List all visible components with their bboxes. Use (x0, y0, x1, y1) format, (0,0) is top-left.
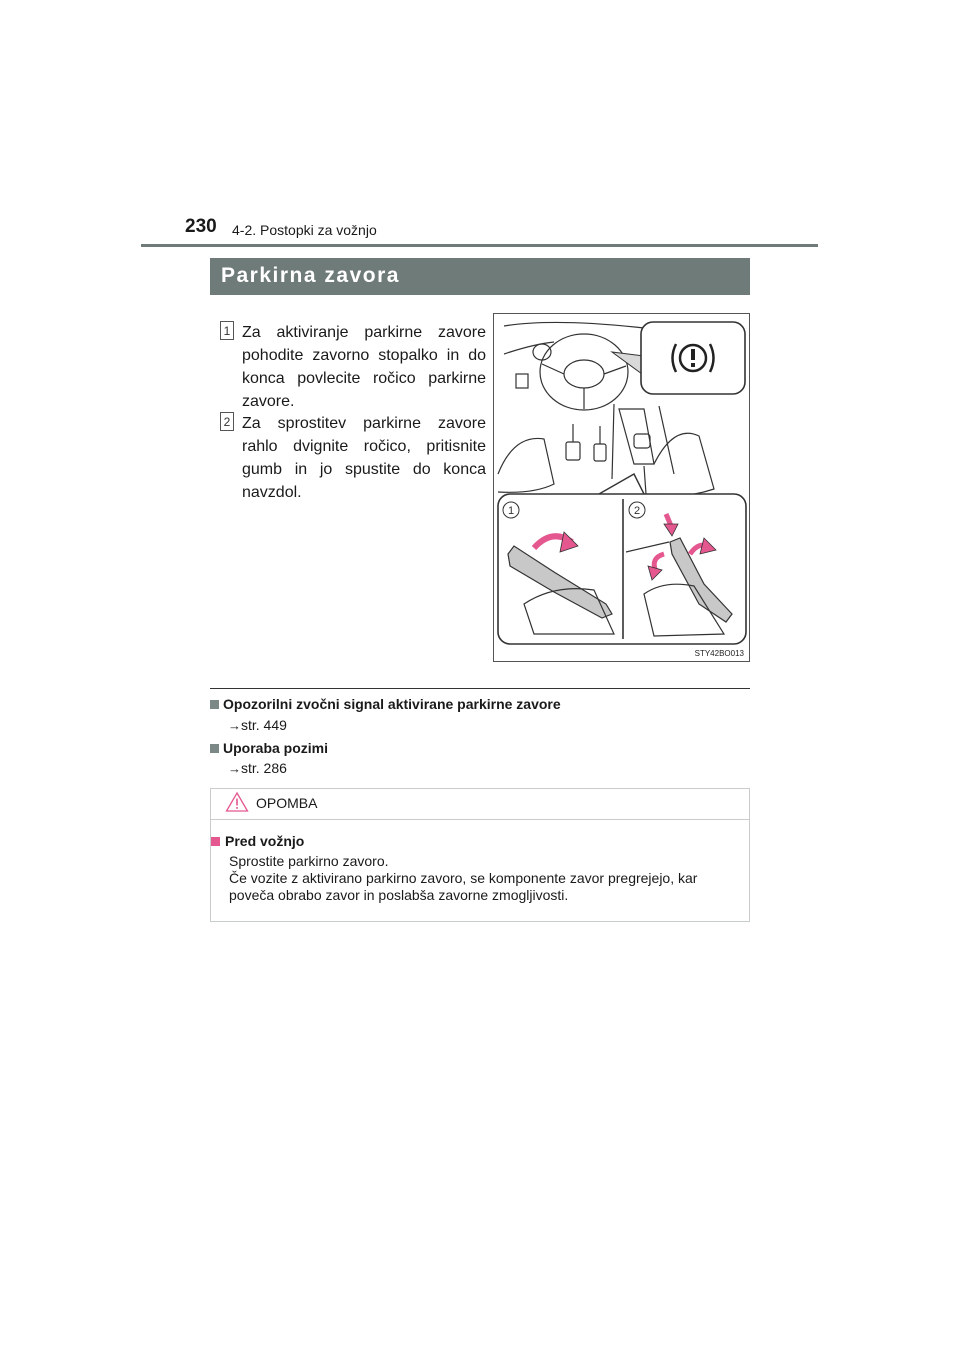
step-number-1: 1 (220, 321, 234, 340)
section-divider (210, 688, 750, 689)
note-heading-2: Uporaba pozimi (210, 740, 328, 756)
caution-box (210, 788, 750, 922)
note-ref-1[interactable]: →str. 449 (228, 717, 287, 733)
caution-text: Sprostite parkirno zavoro. Če vozite z aktivirano parkirno zavoro, se komponente zavor pregrejejo, kar poveča obrabo zavor in poslabša zavorne zmogljivosti. (229, 853, 698, 903)
arrow-right-icon: → (228, 718, 241, 733)
caution-label: OPOMBA (256, 795, 318, 811)
bullet-square-icon (211, 837, 220, 846)
step-1 (220, 321, 486, 413)
parking-brake-illustration (493, 313, 750, 662)
header-rule (141, 244, 818, 247)
note-ref-2[interactable]: →str. 286 (228, 760, 287, 776)
step-text-2: Za sprostitev parkirne zavore rahlo dvignite ročico, pritisnite gumb in jo spustite do konca navzdol. (242, 415, 486, 501)
bullet-square-icon (210, 700, 219, 709)
callout-2: 2 (633, 505, 641, 517)
caution-body (211, 833, 745, 904)
section-title: Parkirna zavora (210, 258, 750, 295)
callout-1: 1 (507, 505, 515, 517)
running-head: 4-2. Postopki za vožnjo (232, 222, 377, 238)
warning-triangle-icon (225, 791, 249, 813)
caution-subheading: Pred vožnjo (211, 833, 745, 849)
step-text-1: Za aktiviranje parkirne zavore pohodite zavorno stopalko in do konca povlecite ročico parkirne zavore. (242, 324, 486, 410)
page-number: 230 (185, 216, 217, 237)
caution-header (211, 789, 749, 820)
bullet-square-icon (210, 744, 219, 753)
step-2 (220, 412, 486, 504)
figure-code: STY42BO013 (694, 649, 744, 658)
arrow-right-icon: → (228, 761, 241, 776)
step-number-2: 2 (220, 412, 234, 431)
cockpit-drawing (494, 314, 750, 662)
note-heading-1: Opozorilni zvočni signal aktivirane parkirne zavore (210, 696, 561, 712)
